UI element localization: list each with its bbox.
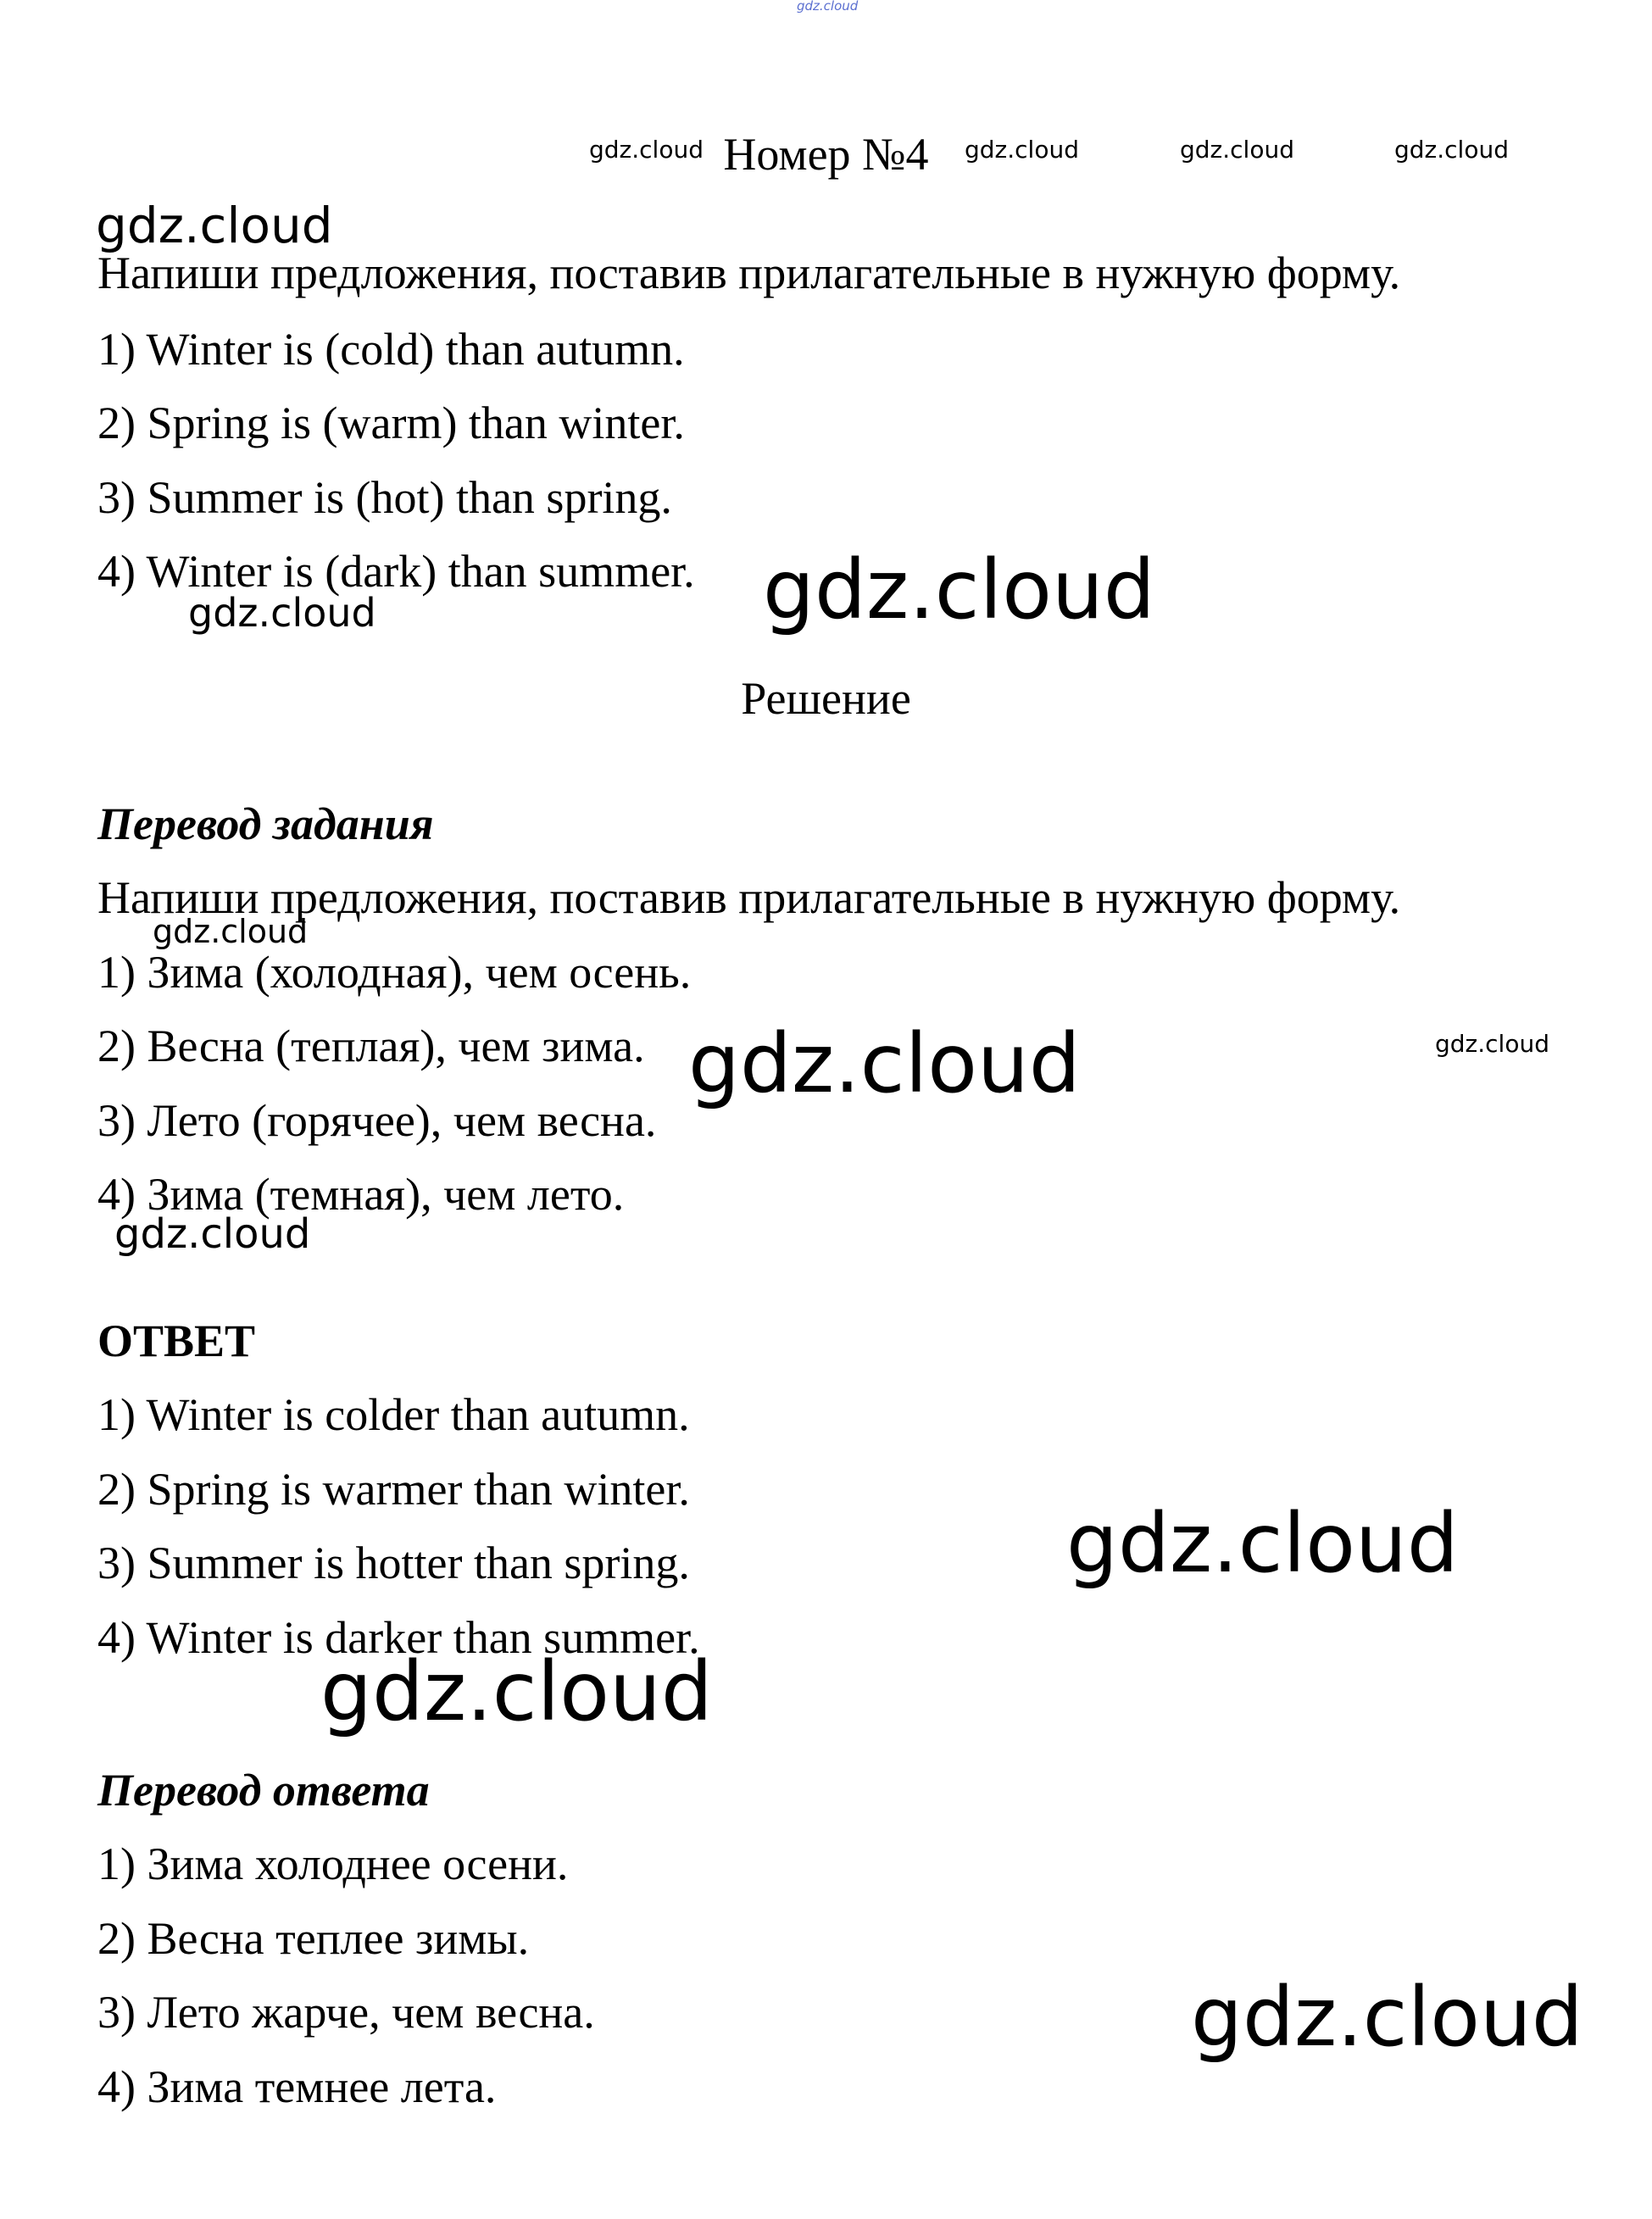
task-translation-item-2: 2) Весна (теплая), чем зима. <box>97 1021 645 1071</box>
answer-translation-item-3: 3) Лето жарче, чем весна. <box>97 1987 595 2038</box>
answer-heading: ОТВЕТ <box>97 1315 256 1366</box>
task-translation-instruction: Напиши предложения, поставив прилагательные в нужную форму. <box>97 872 1401 923</box>
watermark: gdz.cloud <box>153 913 309 950</box>
solution-label: Решение <box>741 673 911 724</box>
watermark: gdz.cloud <box>589 136 704 164</box>
answer-translation-item-1: 1) Зима холоднее осени. <box>97 1838 569 1889</box>
watermark-top: gdz.cloud <box>797 0 859 14</box>
answer-item-2: 2) Spring is warmer than winter. <box>97 1464 690 1515</box>
watermark: gdz.cloud <box>763 542 1155 637</box>
task-translation-item-3: 3) Лето (горячее), чем весна. <box>97 1095 657 1146</box>
answer-translation-item-4: 4) Зима темнее лета. <box>97 2061 497 2112</box>
task-translation-heading: Перевод задания <box>97 798 434 849</box>
answer-translation-heading: Перевод ответа <box>97 1765 430 1816</box>
task-item-2: 2) Spring is (warm) than winter. <box>97 398 685 448</box>
watermark: gdz.cloud <box>688 1016 1081 1111</box>
watermark: gdz.cloud <box>96 197 333 254</box>
watermark: gdz.cloud <box>114 1210 311 1258</box>
watermark: gdz.cloud <box>1180 136 1294 164</box>
task-translation-item-1: 1) Зима (холодная), чем осень. <box>97 947 692 998</box>
watermark: gdz.cloud <box>188 590 376 636</box>
task-item-4: 4) Winter is (dark) than summer. <box>97 546 695 597</box>
watermark: gdz.cloud <box>1394 136 1509 164</box>
answer-item-1: 1) Winter is colder than autumn. <box>97 1389 690 1440</box>
task-instruction: Напиши предложения, поставив прилагательные в нужную форму. <box>97 247 1401 298</box>
page-title: Номер №4 <box>723 129 929 180</box>
answer-item-4: 4) Winter is darker than summer. <box>97 1612 700 1663</box>
watermark: gdz.cloud <box>1066 1496 1459 1591</box>
task-translation-item-4: 4) Зима (темная), чем лето. <box>97 1169 625 1220</box>
answer-translation-item-2: 2) Весна теплее зимы. <box>97 1913 530 1964</box>
answer-item-3: 3) Summer is hotter than spring. <box>97 1538 690 1588</box>
task-item-3: 3) Summer is (hot) than spring. <box>97 472 672 523</box>
watermark: gdz.cloud <box>320 1644 713 1739</box>
task-item-1: 1) Winter is (cold) than autumn. <box>97 324 685 375</box>
watermark: gdz.cloud <box>1191 1970 1583 2065</box>
watermark: gdz.cloud <box>1435 1030 1549 1058</box>
watermark: gdz.cloud <box>965 136 1079 164</box>
